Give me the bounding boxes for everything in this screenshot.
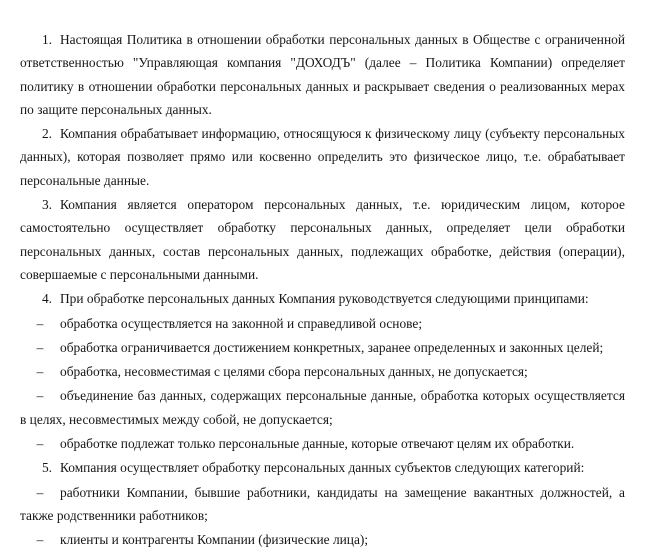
- paragraph-1: [20, 28, 625, 121]
- principle-item: [20, 312, 625, 335]
- dash-bullet: –: [36, 388, 44, 404]
- paragraph-text: При обработке персональных данных Компания руководствуется следующими принципами:: [60, 291, 589, 307]
- principle-text: обработка ограничивается достижением конкретных, заранее определенных и законных целей;: [60, 339, 604, 355]
- paragraph-text: Настоящая Политика в отношении обработки персональных данных в Обществе с ограниченной ответственностью "Управляющая компания "ДОХОДЪ" (далее – Политика Компании) определяет политику в отношении обработки персональных данных и раскрывает сведения о реализованных мерах по защите персональных данных.: [20, 32, 625, 117]
- principle-item: [20, 384, 625, 431]
- category-text: клиенты и контрагенты Компании (физические лица);: [60, 532, 369, 548]
- paragraph-number: 5.: [41, 460, 52, 476]
- paragraph-5: [20, 456, 625, 479]
- principle-text: объединение баз данных, содержащих персональные данные, обработка которых осуществляется в целях, несовместимых между собой, не допускается;: [20, 388, 625, 427]
- dash-bullet: –: [36, 339, 44, 355]
- paragraph-number: 4.: [41, 291, 52, 307]
- principle-item: [20, 360, 625, 383]
- dash-bullet: –: [36, 532, 44, 548]
- paragraph-4: [20, 287, 625, 310]
- category-text: работники Компании, бывшие работники, кандидаты на замещение вакантных должностей, а также родственники работников;: [20, 484, 625, 523]
- principle-text: обработка осуществляется на законной и справедливой основе;: [60, 315, 423, 331]
- category-item: [20, 528, 625, 551]
- paragraph-2: [20, 122, 625, 192]
- principle-text: обработка, несовместимая с целями сбора персональных данных, не допускается;: [60, 364, 528, 380]
- paragraph-3: [20, 193, 625, 286]
- principle-text: обработке подлежат только персональные данные, которые отвечают целям их обработки.: [60, 436, 575, 452]
- paragraph-number: 2.: [41, 126, 52, 142]
- dash-bullet: –: [36, 315, 44, 331]
- paragraph-text: Компания обрабатывает информацию, относящуюся к физическому лицу (субъекту персональных данных), которая позволяет прямо или косвенно определить это физическое лицо, т.е. обрабатывает персональные данные.: [20, 126, 625, 188]
- principle-item: [20, 432, 625, 455]
- paragraph-number: 3.: [41, 197, 52, 213]
- dash-bullet: –: [36, 436, 44, 452]
- category-item: [20, 481, 625, 528]
- paragraph-text: Компания является оператором персональных данных, т.е. юридическим лицом, которое самостоятельно осуществляет обработку персональных данных, определяет цели обработки персональных данных, состав персональных данных, подлежащих обработке, действия (операции), совершаемые с персональными данными.: [20, 197, 625, 282]
- dash-bullet: –: [36, 364, 44, 380]
- paragraph-number: 1.: [41, 32, 52, 47]
- principle-item: [20, 336, 625, 359]
- paragraph-text: Компания осуществляет обработку персональных данных субъектов следующих категорий:: [60, 460, 585, 476]
- dash-bullet: –: [36, 484, 44, 500]
